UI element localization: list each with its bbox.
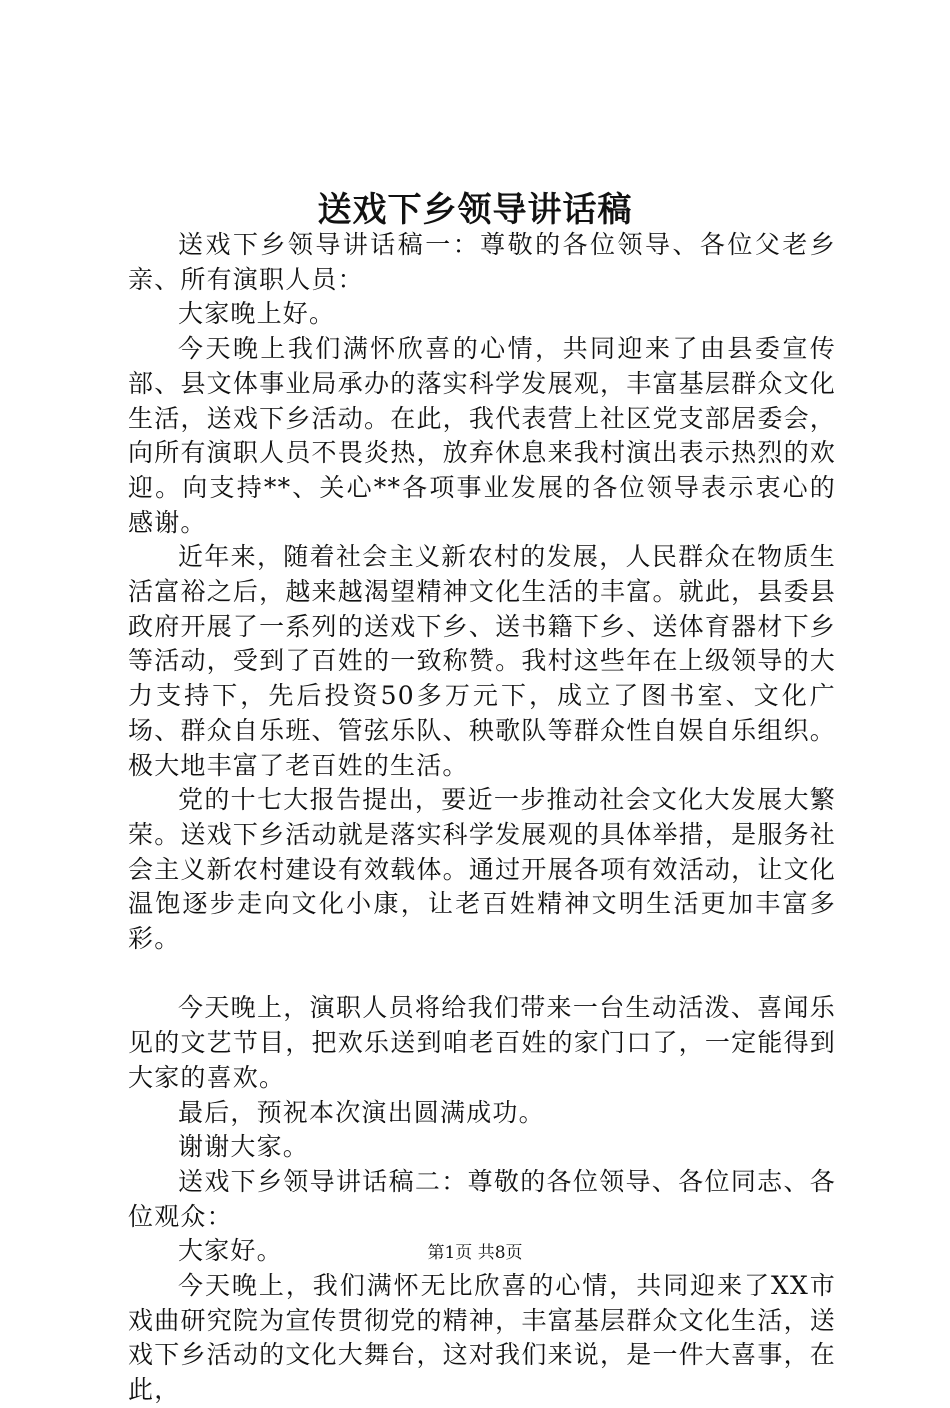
paragraph: 大家晚上好。 — [178, 299, 336, 329]
paragraph: 送戏下乡领导讲话稿二：尊敬的各位领导、各位同志、各位观众： — [128, 1166, 836, 1231]
paragraph: 送戏下乡领导讲话稿一：尊敬的各位领导、各位父老乡亲、所有演职人员： — [128, 230, 836, 294]
paragraph: 今天晚上我们满怀欣喜的心情，共同迎来了由县委宣传部、县文体事业局承办的落实科学发展观，丰富基层群众文化生活，送戏下乡活动。在此，我代表营上社区党支部居委会，向所有演职人员不畏炎热，放弃休息来我村演出表示热烈的欢迎。向支持**、关心**各项事业发展的各位领导表示衷心的感谢。 — [128, 334, 836, 537]
document-body — [128, 228, 836, 1408]
paragraph: 今天晚上，我们满怀无比欣喜的心情，共同迎来了XX市戏曲研究院为宣传贯彻党的精神，丰富基层群众文化生活，送戏下乡活动的文化大舞台，这对我们来说，是一件大喜事，在此， — [128, 1271, 836, 1405]
document-title: 送戏下乡领导讲话稿 — [317, 190, 633, 230]
paragraph: 谢谢大家。 — [178, 1132, 310, 1162]
paragraph: 党的十七大报告提出，要近一步推动社会文化大发展大繁荣。送戏下乡活动就是落实科学发展观的具体举措，是服务社会主义新农村建设有效载体。通过开展各项有效活动，让文化温饱逐步走向文化小康，让老百姓精神文明生活更加丰富多彩。 — [128, 785, 836, 954]
paragraph: 最后，预祝本次演出圆满成功。 — [178, 1097, 545, 1127]
page-footer: 第1页 共8页 — [427, 1243, 523, 1263]
paragraph: 今天晚上，演职人员将给我们带来一台生动活泼、喜闻乐见的文艺节目，把欢乐送到咱老百姓的家门口了，一定能得到大家的喜欢。 — [128, 993, 836, 1092]
paragraph: 近年来，随着社会主义新农村的发展，人民群众在物质生活富裕之后，越来越渴望精神文化生活的丰富。就此，县委县政府开展了一系列的送戏下乡、送书籍下乡、送体育器材下乡等活动，受到了百姓的一致称赞。我村这些年在上级领导的大力支持下，先后投资50多万元下，成立了图书室、文化广场、群众自乐班、管弦乐队、秧歌队等群众性自娱自乐组织。极大地丰富了老百姓的生活。 — [128, 542, 836, 780]
paragraph: 大家好。 — [178, 1236, 283, 1266]
